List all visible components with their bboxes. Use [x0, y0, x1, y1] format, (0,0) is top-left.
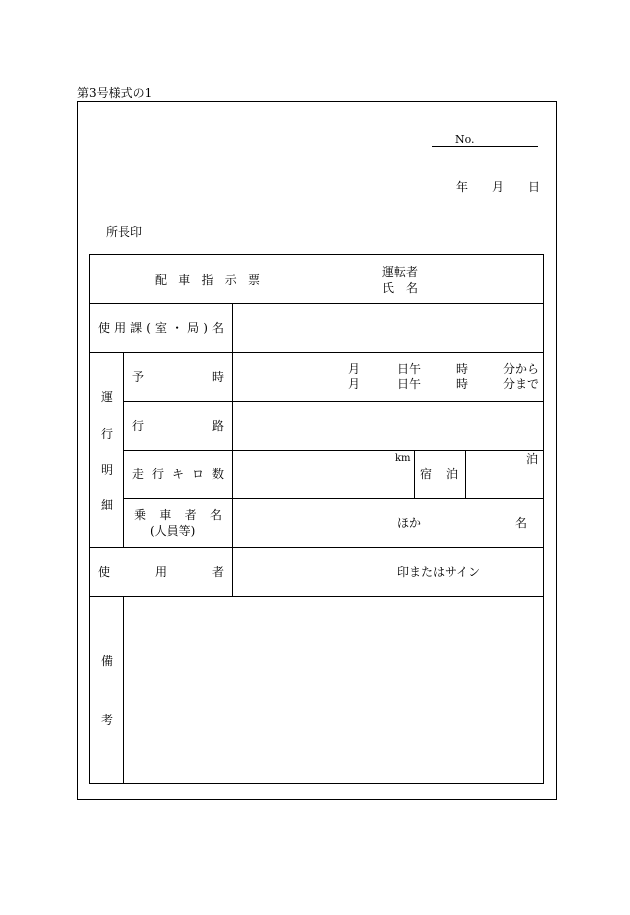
- form-id: 第3号様式の1: [77, 86, 153, 100]
- col-divider: [414, 450, 415, 498]
- table-title: 配 車 指 示 票: [155, 273, 260, 287]
- col-divider: [123, 596, 124, 784]
- stay-unit: 泊: [526, 452, 539, 466]
- driver-name-label: 氏 名: [382, 281, 418, 295]
- route-label: 行 路: [132, 419, 224, 433]
- col-divider: [465, 450, 466, 498]
- operation-label-2: 行: [101, 427, 114, 441]
- schedule-hour-1: 時: [456, 362, 469, 376]
- row-divider: [123, 450, 544, 451]
- col-divider: [232, 303, 233, 596]
- distance-unit: km: [395, 453, 411, 464]
- operation-label-1: 運: [101, 390, 114, 404]
- stay-label: 宿 泊: [420, 467, 458, 481]
- remarks-label-2: 考: [101, 713, 114, 727]
- row-divider: [89, 547, 544, 548]
- passengers-unit: 名: [515, 516, 528, 530]
- passengers-others: ほか: [397, 516, 422, 530]
- schedule-day-2: 日午: [397, 377, 422, 391]
- row-divider: [89, 303, 544, 304]
- schedule-month-1: 月: [348, 362, 361, 376]
- department-label: 使 用 課 ( 室 ・ 局 ) 名: [98, 321, 224, 335]
- date-month: 月: [492, 180, 505, 194]
- operation-label-4: 細: [101, 498, 114, 512]
- row-divider: [89, 596, 544, 597]
- schedule-day-1: 日午: [397, 362, 422, 376]
- date-day: 日: [528, 180, 541, 194]
- passengers-label: 乗 車 者 名: [134, 508, 222, 522]
- schedule-minute-2: 分まで: [503, 377, 540, 391]
- no-underline: [432, 146, 538, 147]
- row-divider: [123, 498, 544, 499]
- operation-label-3: 明: [101, 463, 114, 477]
- passengers-sublabel: (人員等): [150, 524, 196, 538]
- stamp-label: 所長印: [106, 225, 143, 239]
- schedule-hour-2: 時: [456, 377, 469, 391]
- sign-instruction: 印またはサイン: [397, 565, 481, 579]
- distance-label: 走 行 キ ロ 数: [132, 467, 224, 481]
- driver-label: 運転者: [382, 265, 419, 279]
- remarks-label-1: 備: [101, 654, 114, 668]
- row-divider: [89, 352, 544, 353]
- schedule-label: 予 時: [132, 370, 224, 384]
- no-label: No.: [455, 133, 475, 146]
- schedule-month-2: 月: [348, 377, 361, 391]
- row-divider: [123, 401, 544, 402]
- col-divider: [123, 352, 124, 547]
- user-label: 使 用 者: [98, 565, 224, 579]
- schedule-minute-1: 分から: [503, 362, 540, 376]
- date-year: 年: [456, 180, 469, 194]
